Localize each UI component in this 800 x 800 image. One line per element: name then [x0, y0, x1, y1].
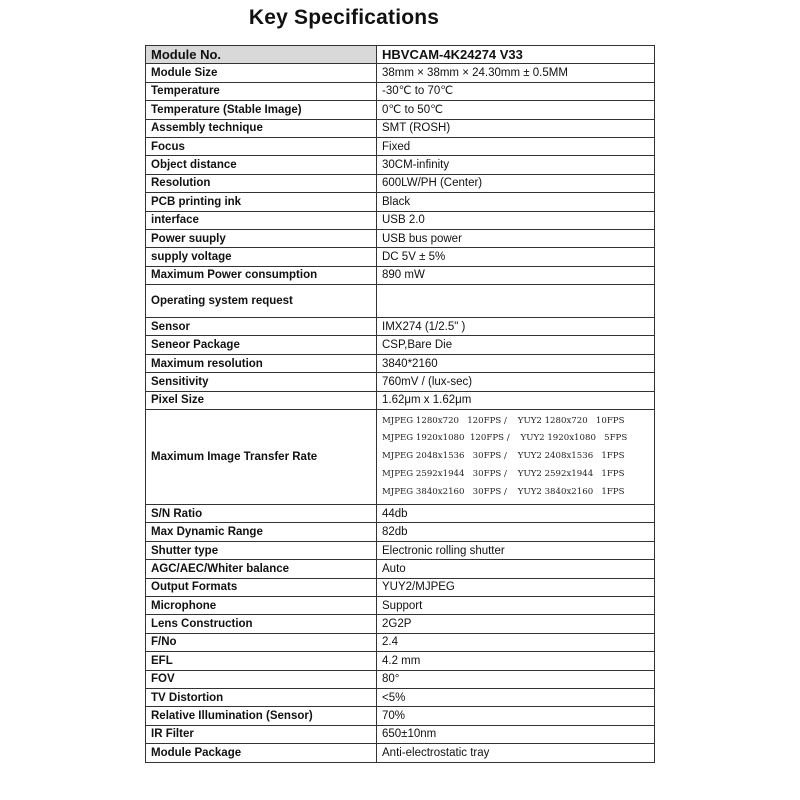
- spec-key: Seneor Package: [146, 336, 377, 354]
- spec-row: [146, 137, 655, 155]
- spec-row: [146, 578, 655, 596]
- spec-key: Output Formats: [146, 578, 377, 596]
- spec-key: Temperature (Stable Image): [146, 101, 377, 119]
- spec-row: [146, 541, 655, 559]
- spec-key: Shutter type: [146, 541, 377, 559]
- spec-value: IMX274 (1/2.5" ): [377, 318, 655, 336]
- spec-value: 600LW/PH (Center): [377, 174, 655, 192]
- spec-value: 760mV / (lux-sec): [377, 373, 655, 391]
- spec-row: [146, 248, 655, 266]
- transfer-rate-row: [146, 410, 655, 505]
- spec-value: 70%: [377, 707, 655, 725]
- spec-key: Module Package: [146, 744, 377, 762]
- page-title: Key Specifications: [248, 6, 440, 29]
- spec-key: Operating system request: [146, 285, 377, 318]
- transfer-rate-line: MJPEG 1280x720 120FPS / YUY2 1280x720 10FPS: [382, 415, 625, 426]
- spec-row: [146, 670, 655, 688]
- spec-value: Electronic rolling shutter: [377, 541, 655, 559]
- spec-key: PCB printing ink: [146, 193, 377, 211]
- spec-value: 2.4: [377, 633, 655, 651]
- spec-value: Support: [377, 596, 655, 614]
- spec-value: 650±10nm: [377, 725, 655, 743]
- spec-key: Maximum resolution: [146, 354, 377, 372]
- spec-key: Object distance: [146, 156, 377, 174]
- spec-key: Assembly technique: [146, 119, 377, 137]
- spec-value: 0℃ to 50℃: [377, 101, 655, 119]
- spec-row: [146, 373, 655, 391]
- spec-value: 1.62μm x 1.62μm: [377, 391, 655, 409]
- spec-row: [146, 119, 655, 137]
- spec-value: 38mm × 38mm × 24.30mm ± 0.5MM: [377, 64, 655, 82]
- spec-value: 30CM-infinity: [377, 156, 655, 174]
- spec-row: [146, 652, 655, 670]
- spec-row: [146, 596, 655, 614]
- spec-key: Maximum Power consumption: [146, 266, 377, 284]
- spec-value: 2G2P: [377, 615, 655, 633]
- spec-row: [146, 744, 655, 762]
- spec-value: USB 2.0: [377, 211, 655, 229]
- spec-key: FOV: [146, 670, 377, 688]
- spec-row: [146, 318, 655, 336]
- spec-key: Module Size: [146, 64, 377, 82]
- spec-row: [146, 193, 655, 211]
- spec-key: S/N Ratio: [146, 505, 377, 523]
- spec-key: F/No: [146, 633, 377, 651]
- spec-key: Max Dynamic Range: [146, 523, 377, 541]
- spec-key: IR Filter: [146, 725, 377, 743]
- spec-row: [146, 285, 655, 318]
- spec-header-row: [146, 46, 655, 64]
- spec-key: Sensitivity: [146, 373, 377, 391]
- spec-value: Fixed: [377, 137, 655, 155]
- spec-value: 4.2 mm: [377, 652, 655, 670]
- spec-table-body: [146, 46, 655, 763]
- spec-row: [146, 725, 655, 743]
- spec-row: [146, 174, 655, 192]
- spec-row: [146, 688, 655, 706]
- spec-row: [146, 391, 655, 409]
- spec-row: [146, 64, 655, 82]
- spec-value: SMT (ROSH): [377, 119, 655, 137]
- spec-key: Relative Illumination (Sensor): [146, 707, 377, 725]
- transfer-rate-line: MJPEG 2048x1536 30FPS / YUY2 2408x1536 1FPS: [382, 451, 625, 462]
- spec-value: Anti-electrostatic tray: [377, 744, 655, 762]
- spec-value: 3840*2160: [377, 354, 655, 372]
- spec-row: [146, 560, 655, 578]
- spec-key: Temperature: [146, 82, 377, 100]
- spec-key: Focus: [146, 137, 377, 155]
- spec-row: [146, 633, 655, 651]
- spec-key: AGC/AEC/Whiter balance: [146, 560, 377, 578]
- spec-key: Lens Construction: [146, 615, 377, 633]
- spec-value: Black: [377, 193, 655, 211]
- spec-value: DC 5V ± 5%: [377, 248, 655, 266]
- spec-row: [146, 523, 655, 541]
- spec-value: -30℃ to 70℃: [377, 82, 655, 100]
- spec-header-key: Module No.: [146, 46, 377, 64]
- transfer-rate-line: MJPEG 2592x1944 30FPS / YUY2 2592x1944 1FPS: [382, 468, 625, 479]
- spec-value: <5%: [377, 688, 655, 706]
- spec-row: [146, 211, 655, 229]
- spec-row: [146, 101, 655, 119]
- spec-row: [146, 354, 655, 372]
- spec-header-value: HBVCAM-4K24274 V33: [377, 46, 655, 64]
- spec-key: supply voltage: [146, 248, 377, 266]
- spec-value: 82db: [377, 523, 655, 541]
- spec-value: YUY2/MJPEG: [377, 578, 655, 596]
- spec-row: [146, 615, 655, 633]
- spec-key: Maximum Image Transfer Rate: [146, 410, 377, 505]
- spec-value: 80°: [377, 670, 655, 688]
- spec-key: Resolution: [146, 174, 377, 192]
- spec-table: [145, 45, 655, 763]
- spec-row: [146, 156, 655, 174]
- spec-key: Power suuply: [146, 229, 377, 247]
- spec-row: [146, 505, 655, 523]
- spec-row: [146, 336, 655, 354]
- spec-value: CSP,Bare Die: [377, 336, 655, 354]
- spec-row: [146, 82, 655, 100]
- spec-value: 44db: [377, 505, 655, 523]
- transfer-rate-values: [377, 410, 655, 505]
- spec-value: USB bus power: [377, 229, 655, 247]
- transfer-rate-line: MJPEG 3840x2160 30FPS / YUY2 3840x2160 1FPS: [382, 486, 625, 497]
- spec-key: interface: [146, 211, 377, 229]
- spec-key: Sensor: [146, 318, 377, 336]
- spec-value: [377, 285, 655, 318]
- spec-row: [146, 229, 655, 247]
- transfer-rate-line: MJPEG 1920x1080 120FPS / YUY2 1920x1080 5FPS: [382, 433, 628, 444]
- spec-row: [146, 266, 655, 284]
- spec-key: EFL: [146, 652, 377, 670]
- spec-key: Pixel Size: [146, 391, 377, 409]
- spec-value: 890 mW: [377, 266, 655, 284]
- spec-key: TV Distortion: [146, 688, 377, 706]
- spec-row: [146, 707, 655, 725]
- spec-key: Microphone: [146, 596, 377, 614]
- transfer-rate-list: [382, 413, 649, 502]
- spec-value: Auto: [377, 560, 655, 578]
